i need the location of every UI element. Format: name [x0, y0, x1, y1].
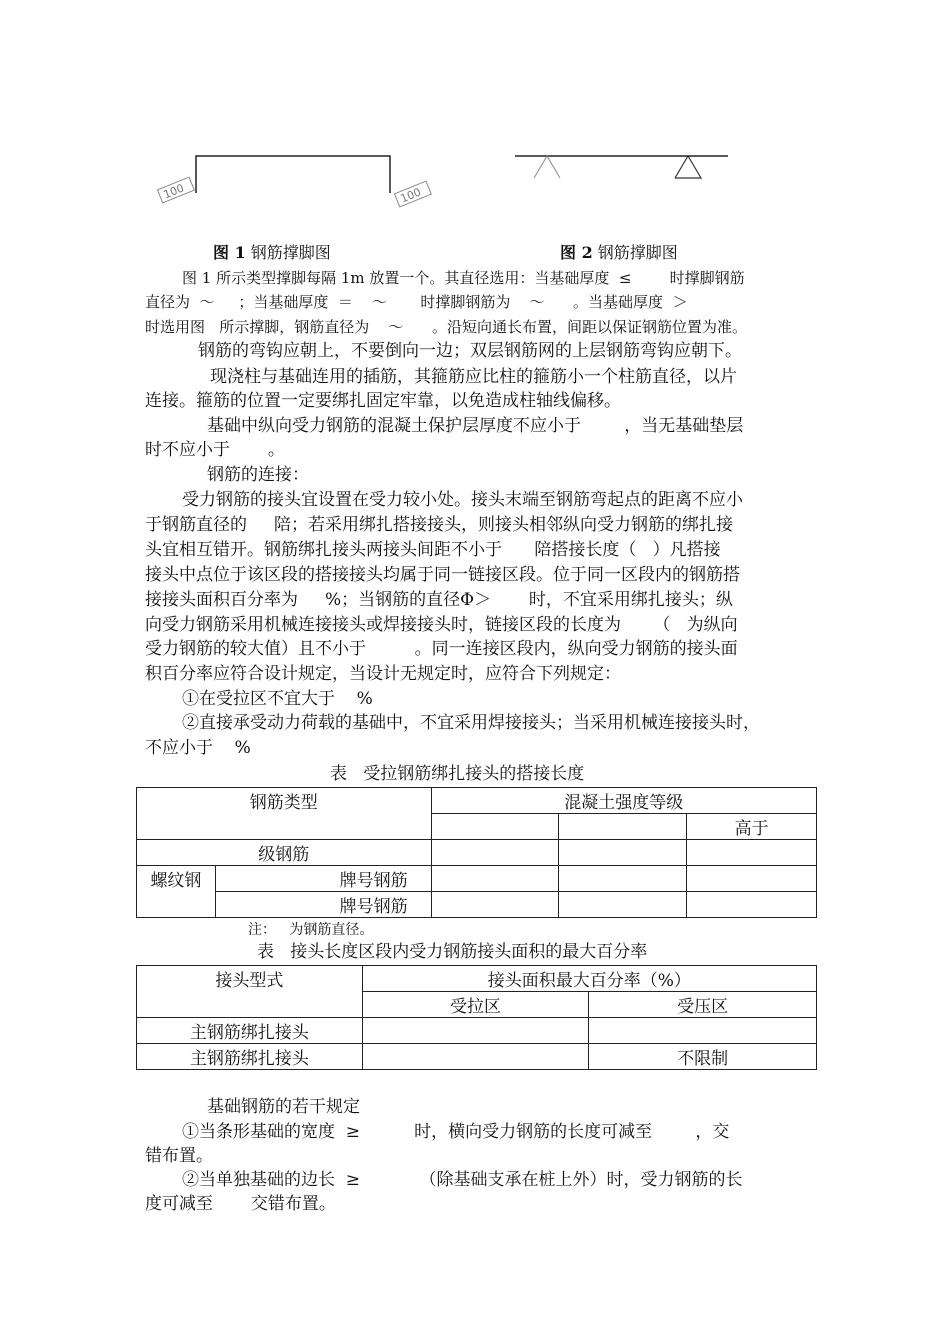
- table-cell: [559, 814, 687, 840]
- table-cell: [431, 892, 559, 918]
- body-line: 时不应小于 。: [145, 440, 285, 460]
- table-1-note: 注： 为钢筋直径。: [248, 922, 374, 938]
- body-line: 接接头面积百分率为 %；当钢筋的直径Φ＞ 时，不宜采用绑扎接头；纵: [145, 590, 733, 610]
- figure-1-caption: 图 1 钢筋撑脚图: [213, 243, 331, 262]
- table-cell: [687, 892, 817, 918]
- body-line: 头宜相互错开。钢筋绑扎接头两接头间距不小于 陪搭接长度（ ）凡搭接: [145, 540, 721, 560]
- body-line: 时选用图 所示撑脚，钢筋直径为 ～ 。沿短向通长布置，间距以保证钢筋位置为准。: [145, 318, 747, 336]
- row-label: 主钢筋绑扎接头: [137, 1018, 363, 1044]
- figure-1-diagram: [150, 145, 440, 225]
- lap-length-table: [136, 787, 817, 918]
- table-cell: [687, 840, 817, 866]
- row-label: 牌号钢筋: [215, 866, 431, 892]
- body-line: 度可减至 交错布置。: [145, 1194, 336, 1214]
- header-compression-zone: 受压区: [589, 992, 817, 1018]
- header-max-percentage: 接头面积最大百分率（%）: [362, 966, 816, 992]
- body-line: 错布置。: [145, 1146, 213, 1166]
- table-cell: [362, 1044, 589, 1070]
- table-2-title: 表 接头长度区段内受力钢筋接头面积的最大百分率: [257, 942, 648, 962]
- body-line: ①在受拉区不宜大于 %: [182, 689, 373, 709]
- body-line: 向受力钢筋采用机械连接接头或焊接接头时，链接区段的长度为 （ 为纵向: [145, 615, 738, 635]
- body-line: 接头中点位于该区段的搭接接头均属于同一链接区段。位于同一区段内的钢筋搭: [145, 565, 740, 585]
- table-cell: 不限制: [589, 1044, 817, 1070]
- table-cell: [431, 866, 559, 892]
- body-line: 基础中纵向受力钢筋的混凝土保护层厚度不应小于 ，当无基础垫层: [207, 416, 744, 436]
- fig1-label-100-right: 100: [398, 185, 423, 206]
- body-line: 不应小于 %: [145, 738, 251, 758]
- table-cell: [559, 892, 687, 918]
- table-cell: [559, 866, 687, 892]
- body-line: 连接。箍筋的位置一定要绑扎固定牢靠，以免造成柱轴线偏移。: [145, 391, 621, 411]
- body-line: 直径为 ～ ；当基础厚度 ＝ ～ 时撑脚钢筋为 ～ 。当基础厚度 ＞: [145, 293, 688, 311]
- body-line: 现浇柱与基础连用的插筋，其箍筋应比柱的箍筋小一个柱筋直径，以片: [210, 367, 737, 387]
- table-1-title: 表 受拉钢筋绑扎接头的搭接长度: [330, 764, 585, 784]
- row-label: 牌号钢筋: [215, 892, 431, 918]
- header-above: 高于: [687, 814, 817, 840]
- splice-percentage-table: [136, 965, 817, 1070]
- figure-2-caption: 图 2 钢筋撑脚图: [560, 243, 678, 262]
- fig1-label-100-left: 100: [161, 181, 186, 202]
- table-cell: [687, 866, 817, 892]
- header-joint-type: 接头型式: [137, 966, 363, 1018]
- table-cell: [589, 1018, 817, 1044]
- body-line: 积百分率应符合设计规定，当设计无规定时，应符合下列规定：: [145, 664, 621, 684]
- section-heading: 基础钢筋的若干规定: [207, 1097, 360, 1117]
- body-line: 受力钢筋的接头宜设置在受力较小处。接头末端至钢筋弯起点的距离不应小: [182, 490, 743, 510]
- row-label: 级钢筋: [137, 840, 432, 866]
- row-label: 主钢筋绑扎接头: [137, 1044, 363, 1070]
- table-cell: [431, 814, 559, 840]
- body-line: ②直接承受动力荷载的基础中，不宜采用焊接接头；当采用机械连接接头时，: [182, 713, 760, 733]
- body-line: ②当单独基础的边长 ≥ （除基础支承在桩上外）时，受力钢筋的长: [182, 1170, 743, 1190]
- body-line: 图 1 所示类型撑脚每隔 1m 放置一个。其直径选用：当基础厚度 ≤ 时撑脚钢筋: [182, 269, 745, 287]
- header-tension-zone: 受拉区: [362, 992, 589, 1018]
- figure-2-diagram: [505, 145, 735, 190]
- body-line: 于钢筋直径的 陪；若采用绑扎搭接接头，则接头相邻纵向受力钢筋的绑扎接: [145, 515, 734, 535]
- body-line: ①当条形基础的宽度 ≥ 时，横向受力钢筋的长度可减至 ，交: [182, 1122, 730, 1142]
- body-line: 钢筋的弯钩应朝上，不要倒向一边；双层钢筋网的上层钢筋弯钩应朝下。: [198, 341, 742, 361]
- body-line: 受力钢筋的较大值）且不小于 。同一连接区段内，纵向受力钢筋的接头面: [145, 639, 738, 659]
- section-heading: 钢筋的连接：: [207, 465, 309, 485]
- table-cell: [431, 840, 559, 866]
- table-cell: [559, 840, 687, 866]
- header-concrete-grade: 混凝土强度等级: [431, 788, 816, 814]
- header-steel-type: 钢筋类型: [137, 788, 432, 840]
- table-cell: [362, 1018, 589, 1044]
- row-group-label: 螺纹钢: [137, 866, 216, 918]
